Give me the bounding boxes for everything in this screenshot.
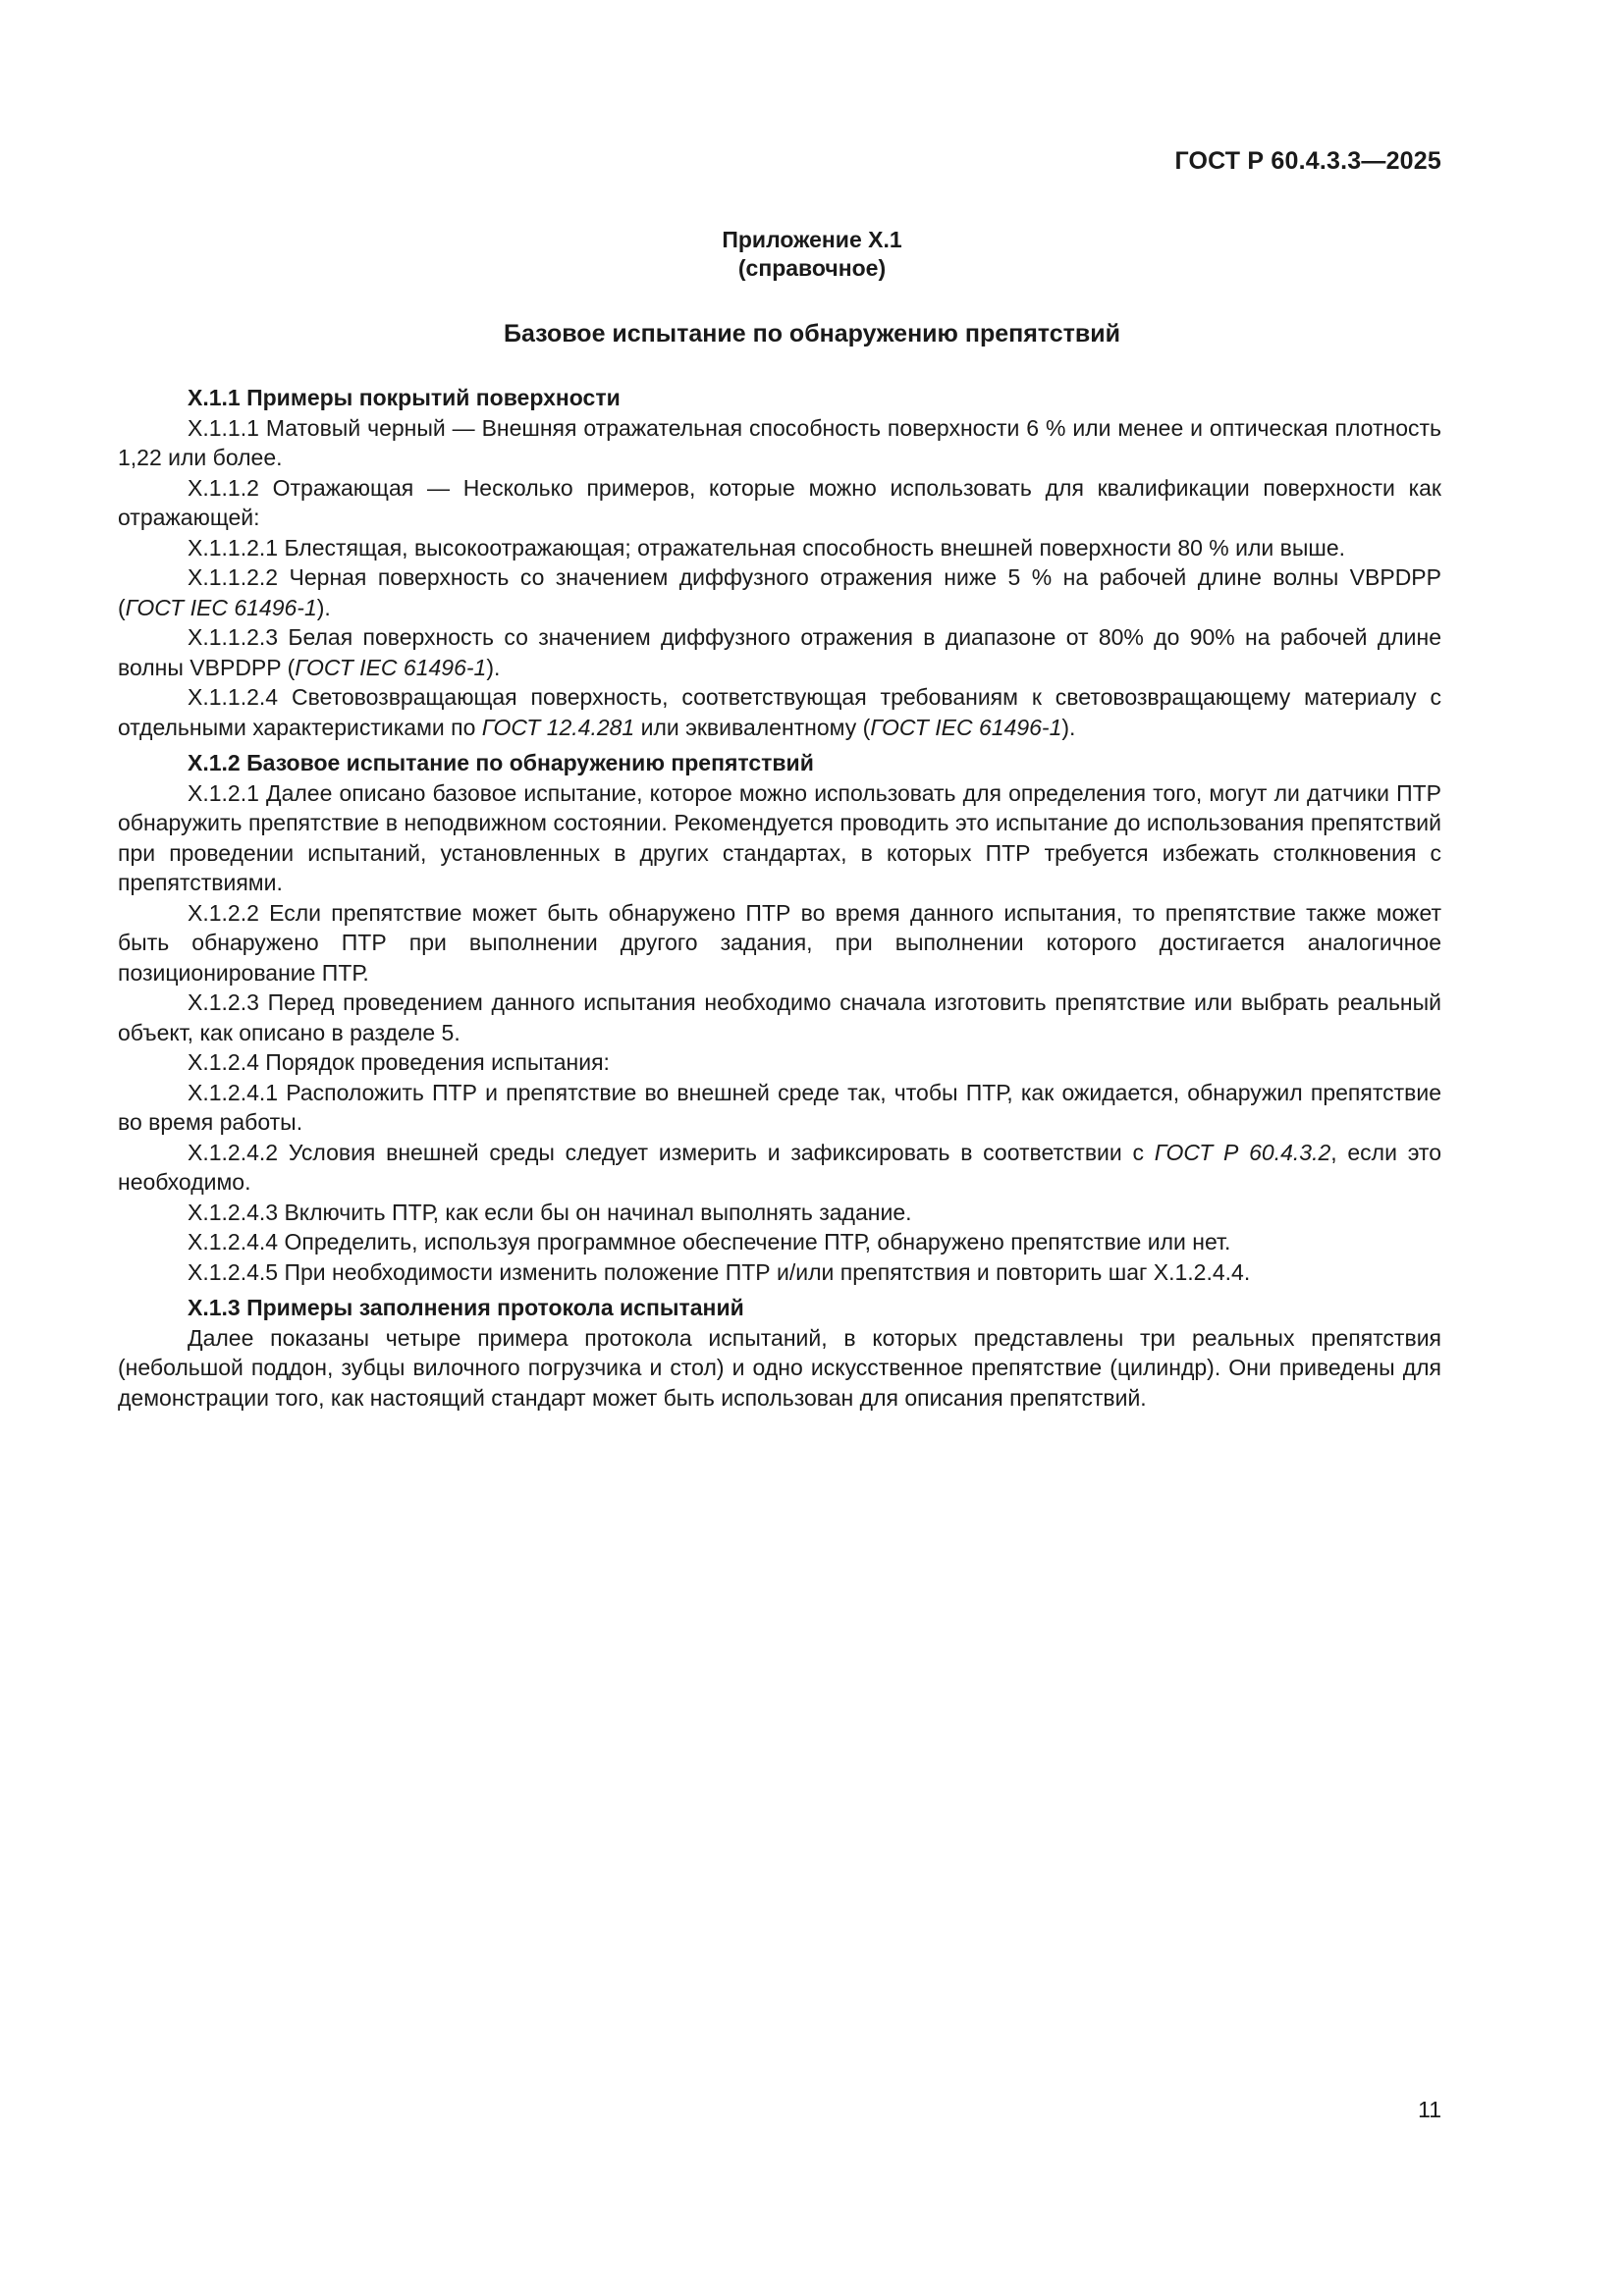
standard-reference: ГОСТ IEC 61496-1: [870, 714, 1062, 740]
standard-reference: ГОСТ 12.4.281: [481, 714, 635, 740]
paragraph: Х.1.2.4.3 Включить ПТР, как если бы он начинал выполнять задание.: [188, 1199, 912, 1225]
paragraph: Х.1.2.4.5 При необходимости изменить положение ПТР и/или препятствия и повторить шаг Х.1.2.4.4.: [188, 1258, 1251, 1285]
paragraph: Х.1.1.2.1 Блестящая, высокоотражающая; отражательная способность внешней поверхности 80 % или выше.: [188, 534, 1346, 561]
paragraph: Х.1.2.2 Если препятствие может быть обнаружено ПТР во время данного испытания, то препятствие также может быть обнаружено ПТР при выполнении другого задания, при выполнении которого достигается аналогичное позиционирование ПТР.: [118, 899, 1442, 986]
paragraph: Х.1.1.2.3 Белая поверхность со значением диффузного отражения в диапазоне от 80% до 90% на рабочей длине волны VBPDPP (ГОСТ IEC 61496-1).: [118, 624, 1442, 680]
document-code: ГОСТ Р 60.4.3.3—2025: [1174, 147, 1441, 175]
paragraph: Далее показаны четыре примера протокола испытаний, в которых представлены три реальных препятствия (небольшой поддон, зубцы вилочного погрузчика и стол) и одно искусственное препятствие (цилиндр). Они приведены для демонстрации того, как настоящий стандарт может быть использован для описания препятствий.: [118, 1324, 1441, 1411]
paragraph: Х.1.2.4 Порядок проведения испытания:: [188, 1049, 610, 1075]
section-heading: Х.1.3 Примеры заполнения протокола испытаний: [188, 1295, 744, 1320]
paragraph: Х.1.2.4.4 Определить, используя программное обеспечение ПТР, обнаружено препятствие или нет.: [188, 1229, 1231, 1255]
paragraph: Х.1.2.3 Перед проведением данного испытания необходимо сначала изготовить препятствие или выбрать реальный объект, как описано в разделе 5.: [118, 989, 1442, 1045]
paragraph: Х.1.1.2.2 Черная поверхность со значением диффузного отражения ниже 5 % на рабочей длине волны VBPDPP (ГОСТ IEC 61496-1).: [118, 564, 1441, 620]
paragraph: Х.1.2.4.2 Условия внешней среды следует измерить и зафиксировать в соответствии с ГОСТ Р 60.4.3.2, если это необходимо.: [118, 1139, 1441, 1195]
appendix-subtitle: (справочное): [737, 255, 887, 281]
standard-reference: ГОСТ IEC 61496-1: [295, 654, 487, 680]
paragraph: Х.1.1.1 Матовый черный — Внешняя отражательная способность поверхности 6 % или менее и оптическая плотность 1,22 или более.: [118, 414, 1442, 470]
standard-reference: ГОСТ IEC 61496-1: [125, 594, 317, 620]
appendix-heading: [0, 226, 1624, 283]
main-title: Базовое испытание по обнаружению препятствий: [504, 320, 1120, 347]
paragraph: Х.1.2.1 Далее описано базовое испытание, которое можно использовать для определения того, могут ли датчики ПТР обнаружить препятствие в неподвижном состоянии. Рекомендуется проводить это испытание до использования препятствий при проведении испытаний, установленных в других стандартах, в которых ПТР требуется избежать столкновения с препятствиями.: [118, 779, 1441, 895]
appendix-title: Приложение Х.1: [722, 227, 902, 252]
page-number: 11: [1418, 2097, 1441, 2122]
paragraph: Х.1.2.4.1 Расположить ПТР и препятствие во внешней среде так, чтобы ПТР, как ожидается, обнаружил препятствие во время работы.: [118, 1079, 1441, 1135]
section-heading: Х.1.1 Примеры покрытий поверхности: [188, 385, 621, 410]
section-heading: Х.1.2 Базовое испытание по обнаружению препятствий: [188, 750, 814, 775]
paragraph: Х.1.1.2.4 Световозвращающая поверхность, соответствующая требованиям к световозвращающему материалу с отдельными характеристиками по ГОСТ 12.4.281 или эквивалентному (ГОСТ IEC 61496-1).: [118, 684, 1442, 740]
standard-reference: ГОСТ Р 60.4.3.2: [1154, 1139, 1331, 1165]
paragraph: Х.1.1.2 Отражающая — Несколько примеров, которые можно использовать для квалификации поверхности как отражающей:: [118, 474, 1441, 530]
document-body: [118, 383, 1441, 1413]
